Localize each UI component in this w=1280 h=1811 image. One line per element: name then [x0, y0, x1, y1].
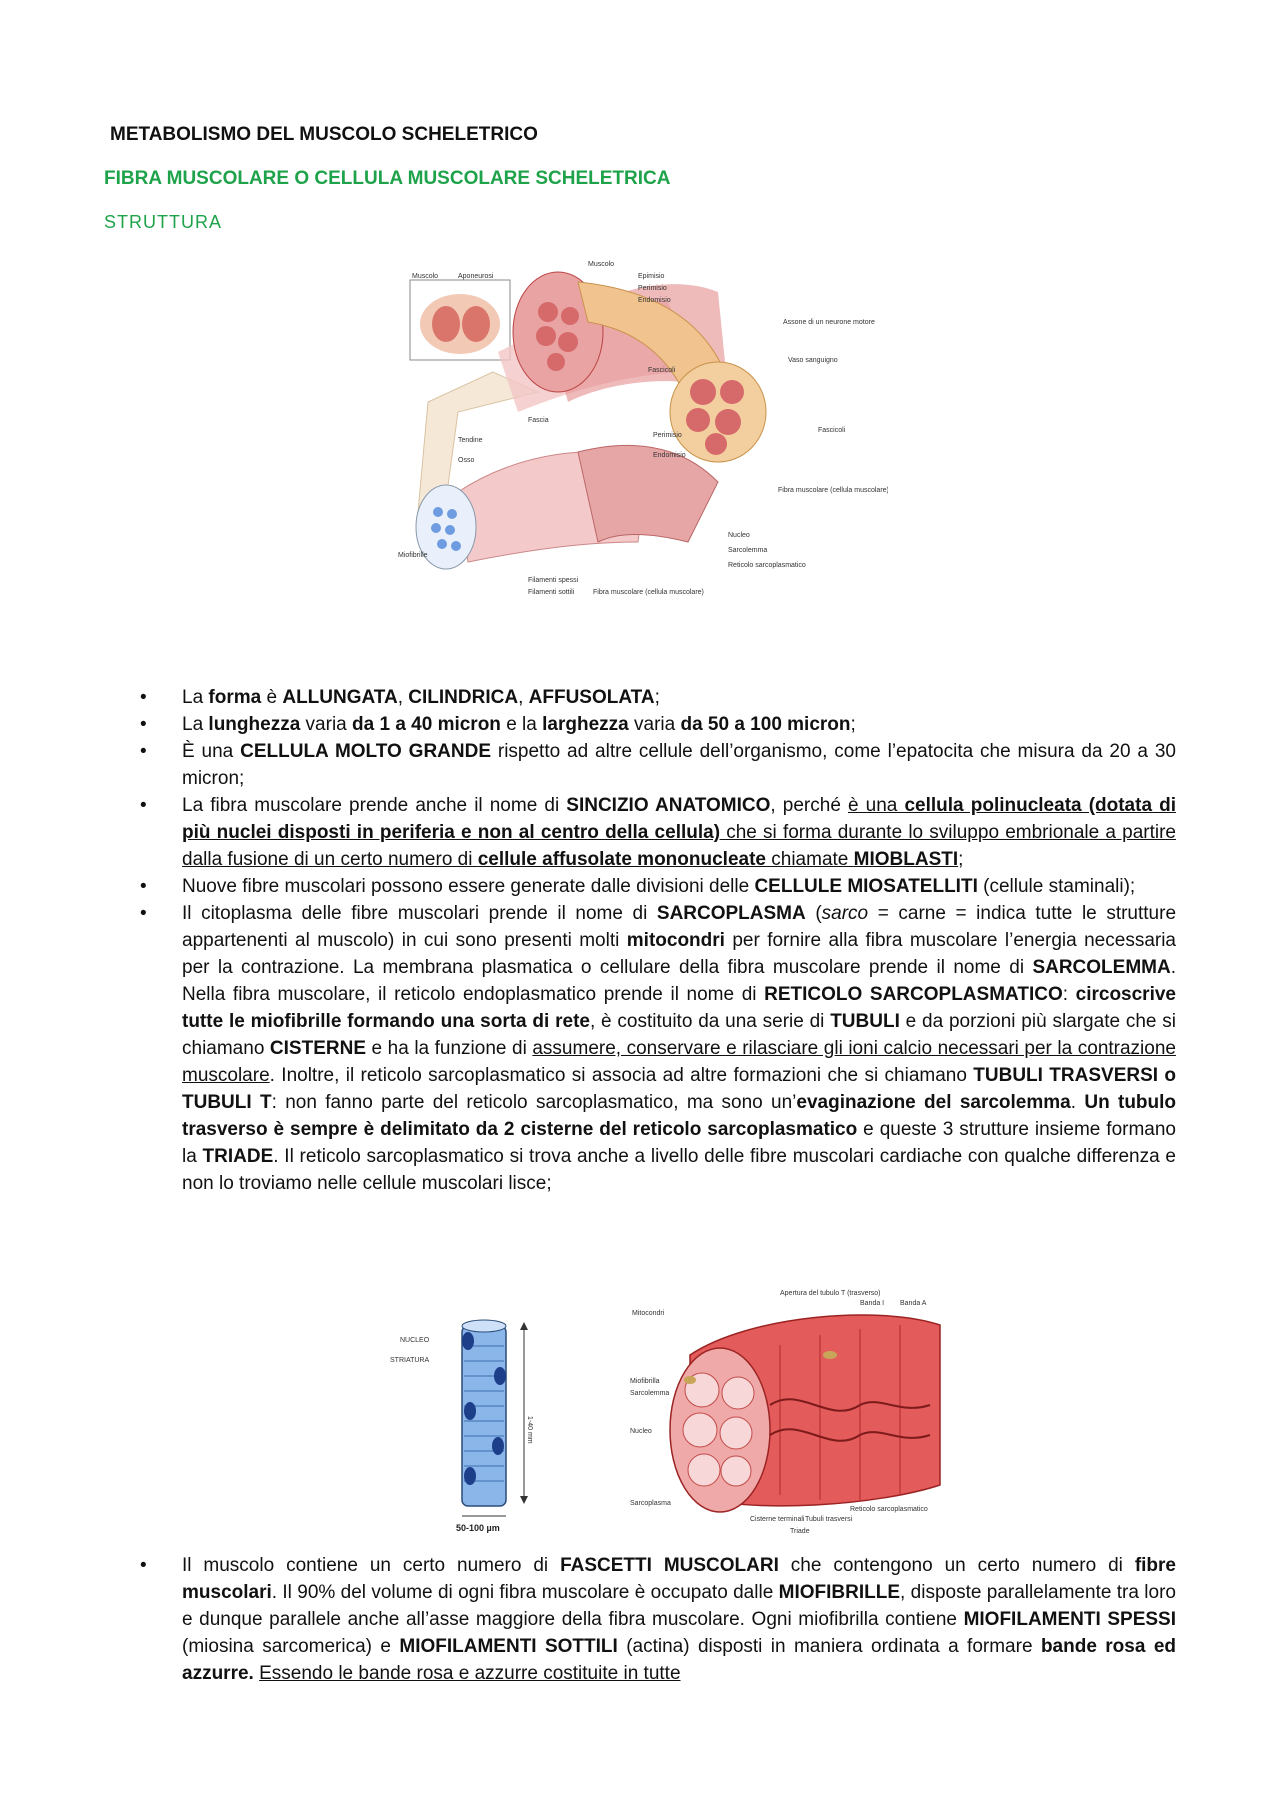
- figure-label: Perimisio: [638, 285, 667, 292]
- band-i-label: Banda I: [860, 1300, 885, 1307]
- figure-label: Muscolo: [412, 273, 439, 280]
- figure-label: Filamenti spessi: [528, 577, 579, 584]
- figure-label: Fibra muscolare (cellula muscolare): [778, 487, 888, 494]
- list-item: • La fibra muscolare prende anche il nome di SINCIZIO ANATOMICO, perché è una cellula polinucleata (dotata di più nuclei disposti in periferia e non al centro della cellula) che si forma durante lo sviluppo embrionale a partire dalla fusione di un certo numero di cellule affusolate mononucleate chiamate MIOBLASTI;: [140, 792, 1176, 873]
- muscle-fiber-illustration: [390, 1306, 560, 1536]
- list-item: • È una CELLULA MOLTO GRANDE rispetto ad altre cellule dell’organismo, come l’epatocita che misura da 20 a 30 micron;: [140, 738, 1176, 792]
- fiber-length-label: 1-40 mm: [526, 1416, 533, 1444]
- figure-label: Fascia: [528, 417, 549, 424]
- mitocondri-label: Mitocondri: [632, 1310, 665, 1317]
- figure-label: Assone di un neurone motore: [783, 319, 875, 326]
- figure-label: Miofibrille: [398, 552, 428, 559]
- fiber-width-label: 50-100 µm: [456, 1523, 500, 1533]
- cisterne-label: Cisterne terminali: [750, 1516, 805, 1523]
- miofibrilla-label: Miofibrilla: [630, 1378, 660, 1385]
- list-item: • Il citoplasma delle fibre muscolari prende il nome di SARCOPLASMA (sarco = carne = indica tutte le strutture appartenenti al muscolo) in cui sono presenti molti mitocondri per fornire alla fibra muscolare l’energia necessaria per la contrazione. La membrana plasmatica o cellulare della fibra muscolare prende il nome di SARCOLEMMA. Nella fibra muscolare, il reticolo endoplasmatico prende il nome di RETICOLO SARCOPLASMATICO: circoscrive tutte le miofibrille formando una sorta di rete, è costituito da una serie di TUBULI e da porzioni più slargate che si chiamano CISTERNE e ha la funzione di assumere, conservare e rilasciare gli ioni calcio necessari per la contrazione muscolare. Inoltre, il reticolo sarcoplasmatico si associa ad altre formazioni che si chiamano TUBULI TRASVERSI o TUBULI T: non fanno parte del reticolo sarcoplasmatico, ma sono un’evaginazione del sarcolemma. Un tubulo trasverso è sempre è delimitato da 2 cisterne del reticolo sarcoplasmatico e queste 3 strutture insieme formano la TRIADE. Il reticolo sarcoplasmatico si trova anche a livello delle fibre muscolari cardiache con qualche differenza e non lo troviamo nelle cellule muscolari lisce;: [140, 900, 1176, 1197]
- band-a-label: Banda A: [900, 1300, 927, 1307]
- figure-label: Vaso sanguigno: [788, 357, 838, 364]
- figure-label: Endomisio: [653, 452, 686, 459]
- figure-label: Epimisio: [638, 273, 665, 280]
- figure-label: Filamenti sottili: [528, 589, 575, 596]
- triad-illustration: [630, 1285, 960, 1535]
- subsection-heading: STRUTTURA: [104, 212, 222, 232]
- bullet-list-2: [140, 1552, 1176, 1687]
- nucleo-label: NUCLEO: [400, 1337, 430, 1344]
- figure-label: Aponeurosi: [458, 273, 494, 280]
- tubule-opening-label: Apertura del tubulo T (trasverso): [780, 1290, 881, 1297]
- list-item: • Il muscolo contiene un certo numero di FASCETTI MUSCOLARI che contengono un certo numero di fibre muscolari. Il 90% del volume di ogni fibra muscolare è occupato dalle MIOFIBRILLE, disposte parallelamente tra loro e dunque parallele anche all’asse maggiore della fibra muscolare. Ogni miofibrilla contiene MIOFILAMENTI SPESSI (miosina sarcomerica) e MIOFILAMENTI SOTTILI (actina) disposti in maniera ordinata a formare bande rosa ed azzurre. Essendo le bande rosa e azzurre costituite in tutte: [140, 1552, 1176, 1687]
- figure-label: Tendine: [458, 437, 483, 444]
- bullet-list-1: [140, 684, 1176, 1197]
- list-item: • La forma è ALLUNGATA, CILINDRICA, AFFUSOLATA;: [140, 684, 1176, 711]
- figure-label: Sarcolemma: [728, 547, 768, 554]
- list-item: • Nuove fibre muscolari possono essere generate dalle divisioni delle CELLULE MIOSATELLITI (cellule staminali);: [140, 873, 1176, 900]
- muscle-fiber-section-figure: [630, 1285, 960, 1535]
- figure-label: Fascicoli: [648, 367, 676, 374]
- sarcoplasma-label: Sarcoplasma: [630, 1500, 671, 1507]
- triade-label: Triade: [790, 1528, 810, 1535]
- figure-label: Fibra muscolare (cellula muscolare): [593, 589, 704, 596]
- figure-label: Osso: [458, 457, 475, 464]
- sarcolemma-label: Sarcolemma: [630, 1390, 670, 1397]
- tubuli-trasversi-label: Tubuli trasversi: [805, 1516, 853, 1523]
- figure-label: Fascicoli: [818, 427, 846, 434]
- figure-label: Perimisio: [653, 432, 682, 439]
- figure-label: Nucleo: [728, 532, 750, 539]
- muscle-structure-figure: [398, 252, 888, 622]
- striatura-label: STRIATURA: [390, 1357, 430, 1364]
- nucleo-label: Nucleo: [630, 1428, 652, 1435]
- list-item: • La lunghezza varia da 1 a 40 micron e la larghezza varia da 50 a 100 micron;: [140, 711, 1176, 738]
- figure-label: Reticolo sarcoplasmatico: [728, 562, 806, 569]
- reticolo-label: Reticolo sarcoplasmatico: [850, 1506, 928, 1513]
- document-title: METABOLISMO DEL MUSCOLO SCHELETRICO: [110, 124, 538, 145]
- figure-label: Endomisio: [638, 297, 671, 304]
- muscle-structure-illustration: [398, 252, 888, 622]
- section-heading: FIBRA MUSCOLARE O CELLULA MUSCOLARE SCHELETRICA: [104, 168, 671, 189]
- figure-label: Muscolo: [588, 261, 615, 268]
- muscle-fiber-diagram: [390, 1306, 560, 1536]
